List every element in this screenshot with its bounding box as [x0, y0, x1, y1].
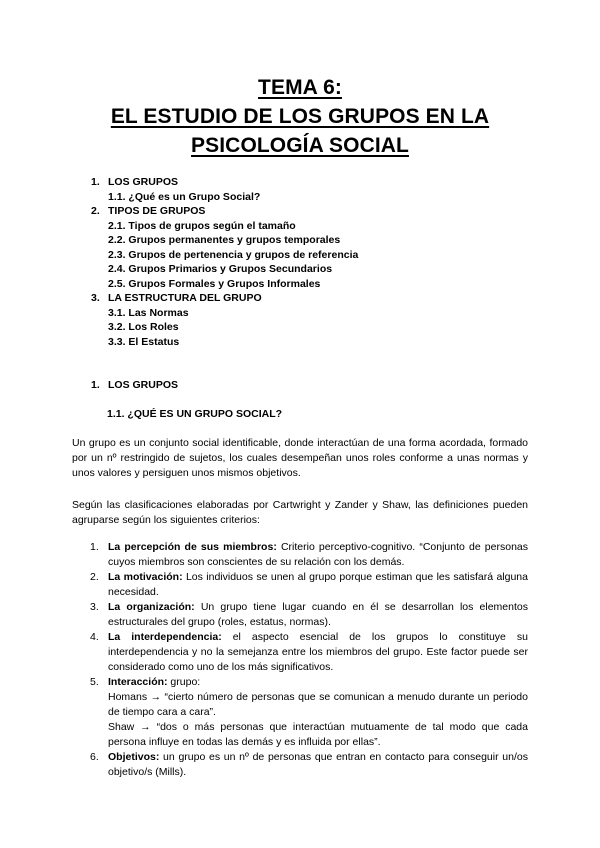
- criteria-body: [108, 750, 528, 780]
- title-line-2: EL ESTUDIO DE LOS GRUPOS EN LA: [110, 105, 490, 128]
- criteria-number: 1.: [90, 541, 99, 553]
- toc-subitem: [0, 277, 600, 292]
- criteria-text: Los individuos se unen al grupo porque estiman que les satisfará alguna necesidad.: [108, 571, 528, 598]
- toc-sub-label: 2.5. Grupos Formales y Grupos Informales: [108, 277, 321, 290]
- title-line-1: TEMA 6:: [258, 76, 342, 99]
- paragraph: Un grupo es un conjunto social identificable, donde interactúan de una forma acordada, formado por un nº restringido de sujetos, los cuales desempeñan unos roles conforme a unas normas y unos valores y persiguen unos mismos objetivos.: [72, 437, 528, 479]
- toc-label: LOS GRUPOS: [108, 176, 179, 188]
- table-of-contents: [0, 175, 600, 349]
- criteria-term: Objetivos:: [108, 751, 160, 763]
- criteria-term: Interacción:: [108, 676, 168, 688]
- criteria-body: [108, 630, 528, 675]
- criteria-text: un grupo es un nº de personas que entran en contacto para conseguir un/os objetivo/s (Mills).: [108, 751, 528, 778]
- toc-label: LA ESTRUCTURA DEL GRUPO: [108, 292, 262, 304]
- toc-number: 2.: [91, 205, 100, 217]
- criteria-body: [108, 540, 528, 570]
- toc-subitem: [0, 233, 600, 248]
- criteria-body: [108, 600, 528, 630]
- criteria-quote-shaw: Shaw → “dos o más personas que interactúan mutuamente de tal modo que cada persona influye en todas las demás y es influida por ellas”.: [108, 721, 528, 748]
- paragraph: Según las clasificaciones elaboradas por Cartwright y Zander y Shaw, las definiciones pueden agruparse según los siguientes criterios:: [72, 499, 528, 526]
- toc-subitem: [0, 248, 600, 263]
- toc-item: [0, 291, 600, 306]
- criteria-term: La percepción de sus miembros:: [108, 541, 277, 553]
- criteria-body: [108, 675, 528, 750]
- toc-sub-label: 3.3. El Estatus: [108, 335, 180, 348]
- toc-subitem: [0, 262, 600, 277]
- toc-label: TIPOS DE GRUPOS: [108, 205, 206, 217]
- criteria-number: 6.: [90, 751, 99, 763]
- criteria-number: 4.: [90, 631, 99, 643]
- toc-number: 1.: [91, 176, 100, 188]
- toc-sub-label: 3.1. Las Normas: [108, 306, 189, 319]
- criteria-body: [108, 570, 528, 600]
- toc-sub-label: 2.1. Tipos de grupos según el tamaño: [108, 219, 296, 232]
- section-label: LOS GRUPOS: [108, 379, 179, 391]
- criteria-term: La interdependencia:: [108, 631, 222, 643]
- toc-number: 3.: [91, 292, 100, 304]
- toc-subitem: [0, 335, 600, 350]
- toc-subitem: [0, 320, 600, 335]
- toc-item: [0, 204, 600, 219]
- toc-sub-label: 2.3. Grupos de pertenencia y grupos de referencia: [108, 248, 359, 261]
- criteria-text: Un grupo tiene lugar cuando en él se desarrollan los elementos estructurales del grupo (roles, estatus, normas).: [108, 601, 528, 628]
- criteria-quote-homans: Homans → “cierto número de personas que se comunican a menudo durante un periodo de tiempo cara a cara”.: [108, 691, 528, 718]
- criteria-term: La motivación:: [108, 571, 183, 583]
- toc-sub-label: 1.1. ¿Qué es un Grupo Social?: [108, 190, 261, 203]
- criteria-number: 3.: [90, 601, 99, 613]
- criteria-term: La organización:: [108, 601, 195, 613]
- toc-subitem: [0, 306, 600, 321]
- toc-sub-label: 3.2. Los Roles: [108, 321, 179, 333]
- criteria-first-line: [108, 675, 528, 690]
- toc-subitem: [0, 219, 600, 234]
- section-number: 1.: [91, 379, 100, 391]
- criteria-text: el aspecto esencial de los grupos lo constituye su interdependencia y no la semejanza entre los miembros del grupo. Este factor puede ser considerado como uno de los más significativos.: [108, 631, 528, 673]
- toc-item: [0, 175, 600, 190]
- subsection-heading: 1.1. ¿QUÉ ES UN GRUPO SOCIAL?: [107, 408, 283, 420]
- criteria-number: 2.: [90, 571, 99, 583]
- toc-sub-label: 2.2. Grupos permanentes y grupos temporales: [108, 234, 341, 246]
- criteria-text: grupo:: [167, 676, 201, 688]
- toc-sub-label: 2.4. Grupos Primarios y Grupos Secundarios: [108, 263, 333, 275]
- criteria-text: Criterio perceptivo-cognitivo. “Conjunto de personas cuyos miembros son conscientes de su relación con los demás.: [108, 541, 528, 568]
- toc-subitem: [0, 190, 600, 205]
- title-line-3: PSICOLOGÍA SOCIAL: [191, 134, 409, 157]
- criteria-number: 5.: [90, 676, 99, 688]
